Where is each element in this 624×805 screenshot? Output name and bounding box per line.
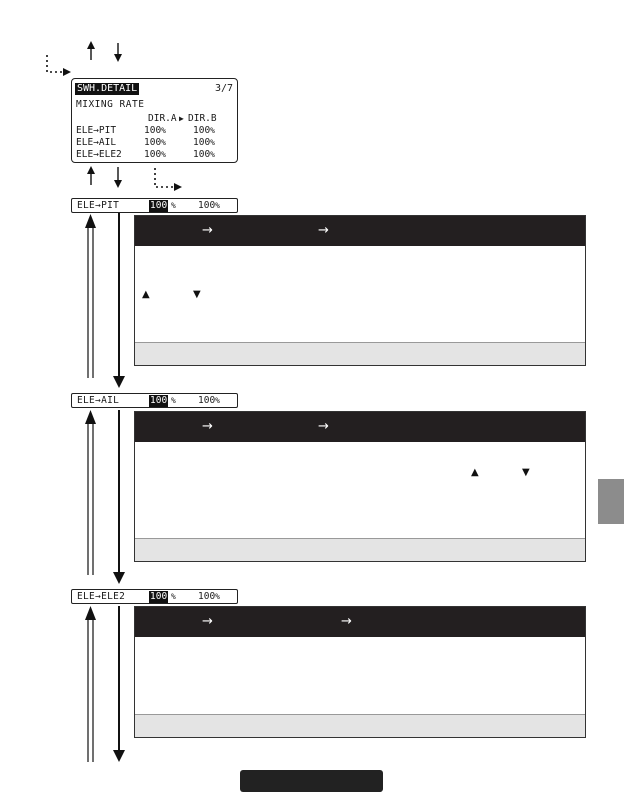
triangle-up-icon: ▲ bbox=[471, 467, 479, 478]
triangle-down-icon: ▼ bbox=[193, 289, 201, 300]
mini-screen-highlighted-value[interactable]: 100 bbox=[150, 395, 168, 406]
lcd-row-dir-a: 100% bbox=[144, 137, 166, 148]
page-footer-bar bbox=[240, 770, 383, 792]
description-box-ele-ele2 bbox=[134, 606, 586, 738]
mini-screen-ele-ail[interactable] bbox=[71, 393, 238, 408]
triangle-right-icon: ▶ bbox=[179, 114, 184, 123]
dotted-exit-arrow bbox=[155, 168, 178, 187]
description-header bbox=[135, 412, 585, 442]
col-header-dir-b: DIR.B bbox=[188, 113, 217, 124]
lcd-column-headers bbox=[76, 113, 232, 125]
lcd-row-label: ELE→ELE2 bbox=[76, 149, 122, 160]
lcd-subtitle: MIXING RATE bbox=[76, 99, 145, 110]
lcd-row-dir-a: 100% bbox=[144, 149, 166, 160]
lcd-title-bar bbox=[75, 83, 233, 95]
arrow-right-icon: → bbox=[202, 419, 213, 434]
mini-screen-unit-a: % bbox=[171, 396, 176, 405]
arrow-right-icon: → bbox=[202, 614, 213, 629]
mini-screen-value-b: 100% bbox=[198, 395, 220, 406]
mini-screen-label: ELE→ELE2 bbox=[77, 591, 126, 602]
description-box-ele-pit bbox=[134, 215, 586, 366]
mini-screen-ele-pit[interactable] bbox=[71, 198, 238, 213]
return-up-arrowheads bbox=[85, 214, 96, 620]
dotted-entry-arrow bbox=[47, 55, 67, 72]
description-box-ele-ail bbox=[134, 411, 586, 562]
description-header bbox=[135, 607, 585, 637]
description-footer bbox=[135, 714, 585, 737]
mini-screen-label: ELE→PIT bbox=[77, 200, 120, 211]
col-header-dir-a: DIR.A bbox=[148, 113, 177, 124]
mini-screen-value-b: 100% bbox=[198, 591, 220, 602]
lcd-page-indicator: 3/7 bbox=[214, 83, 233, 94]
lcd-row-ele-ail[interactable] bbox=[76, 137, 232, 149]
arrow-right-icon: → bbox=[341, 614, 352, 629]
lcd-row-ele-ele2[interactable] bbox=[76, 149, 232, 161]
return-up-arrows bbox=[88, 227, 93, 762]
lcd-row-label: ELE→PIT bbox=[76, 125, 117, 136]
chapter-side-tab bbox=[598, 479, 624, 524]
description-footer bbox=[135, 342, 585, 365]
lcd-row-dir-b: 100% bbox=[193, 137, 215, 148]
lcd-title: SWH.DETAIL bbox=[77, 83, 138, 94]
arrow-right-icon: → bbox=[318, 419, 329, 434]
mini-screen-value-b: 100% bbox=[198, 200, 220, 211]
lcd-row-dir-b: 100% bbox=[193, 149, 215, 160]
mini-screen-unit-a: % bbox=[171, 592, 176, 601]
mini-screen-ele-ele2[interactable] bbox=[71, 589, 238, 604]
triangle-up-icon: ▲ bbox=[142, 289, 150, 300]
arrow-right-icon: → bbox=[202, 223, 213, 238]
mini-screen-label: ELE→AIL bbox=[77, 395, 120, 406]
lcd-row-label: ELE→AIL bbox=[76, 137, 117, 148]
triangle-down-icon: ▼ bbox=[522, 467, 530, 478]
lcd-row-dir-a: 100% bbox=[144, 125, 166, 136]
lcd-screen-swh-detail bbox=[71, 78, 238, 163]
lcd-row-ele-pit[interactable] bbox=[76, 125, 232, 137]
lcd-row-dir-b: 100% bbox=[193, 125, 215, 136]
description-header bbox=[135, 216, 585, 246]
mini-screen-highlighted-value[interactable]: 100 bbox=[150, 200, 168, 211]
description-footer bbox=[135, 538, 585, 561]
mini-screen-highlighted-value[interactable]: 100 bbox=[150, 591, 168, 602]
mini-screen-unit-a: % bbox=[171, 201, 176, 210]
arrow-right-icon: → bbox=[318, 223, 329, 238]
